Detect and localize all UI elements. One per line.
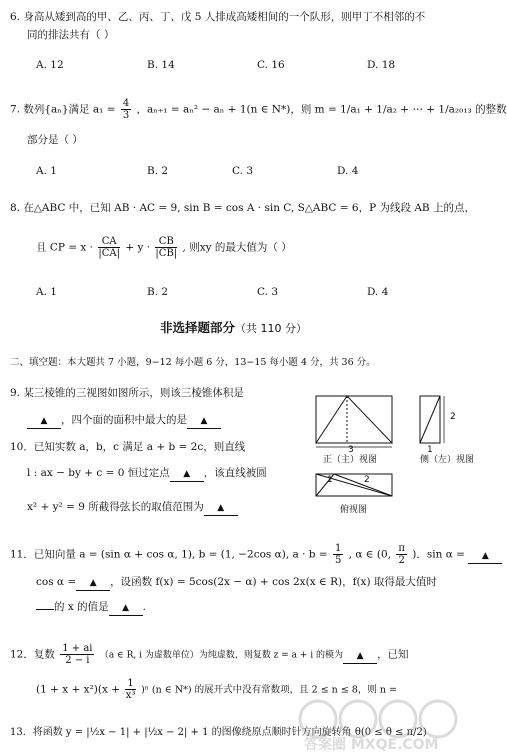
q12-line1-c: ，已知 xyxy=(377,648,409,661)
q8-plus: + y · xyxy=(125,241,151,254)
q13-line1: 13．将函数 y = |½x − 1| + |½x − 2| + 1 的图像绕原点顺时针方向旋转角 θ(0 ≤ θ ≤ π/2) xyxy=(10,727,427,738)
q8-frac-cb xyxy=(155,236,177,259)
q11-line2-b: ，设函数 f(x) = 5cos(2x − α) + cos 2x(x ∈ R)，f(x) 取得最大值时 xyxy=(110,576,437,588)
q12-line1-b: （a ∈ R, i 为虚数单位）为纯虚数，则复数 z = a + i 的模为 xyxy=(99,650,344,661)
q8-line2-prefix: 且 CP = x · xyxy=(36,241,94,254)
q11-frac-1-5 xyxy=(333,543,343,566)
front-view-label: 正（主）视图 xyxy=(323,455,378,465)
side-dim-1: 1 xyxy=(427,445,433,455)
q12-line2-a: (1 + x + x²)(x + xyxy=(36,683,121,696)
side-view-label: 侧（左）视图 xyxy=(420,455,475,465)
q10-line2 xyxy=(27,466,267,482)
q10-line3 xyxy=(27,500,238,516)
q11-frac-den: 5 xyxy=(334,555,342,566)
q10-line2-b: ，该直线被圆 xyxy=(203,467,267,479)
q8-option-d: D. 4 xyxy=(367,286,389,298)
q8-line2-suffix: , 则xy 的最大值为（ ） xyxy=(182,241,292,254)
section-score: （共 110 分） xyxy=(235,322,308,335)
q7-line2: 部分是（ ） xyxy=(27,134,83,146)
q8-option-b: B. 2 xyxy=(147,286,169,298)
q8-frac-ca-den: |CA| xyxy=(98,248,120,259)
q9-line2 xyxy=(27,413,221,429)
q7-option-d: D. 4 xyxy=(337,165,359,177)
q7-a1-fraction xyxy=(121,98,131,121)
q11-blank-2[interactable]: ▲ xyxy=(76,575,110,591)
q12-x3-fraction xyxy=(125,678,135,701)
q11-line3-b: . xyxy=(142,601,146,613)
top-dim-2: 2 xyxy=(364,475,370,485)
q7-suffix: 的整数 xyxy=(475,103,507,116)
q12-line1 xyxy=(10,643,409,666)
side-view-diagonal xyxy=(420,396,440,443)
q9-blank-1[interactable]: ▲ xyxy=(27,413,61,429)
q8-frac-ca xyxy=(98,236,120,259)
watermark-text: 答案圈 MXQE.COM xyxy=(304,737,439,753)
q11-frac-pi-2 xyxy=(396,543,407,566)
q7-line1 xyxy=(10,98,507,121)
q9-blank-2[interactable]: ▲ xyxy=(187,413,221,429)
q12-x3-den: x³ xyxy=(125,690,136,701)
q8-option-a: A. 1 xyxy=(36,286,57,298)
q9-line2-text: ，四个面的面积中最大的是 xyxy=(61,414,187,426)
q11-line1-b: , α ∈ (0, xyxy=(348,548,392,561)
front-view xyxy=(316,396,392,447)
q11-line3-a: 的 x 的值是 xyxy=(54,601,109,613)
side-dim-2: 2 xyxy=(450,412,456,422)
q12-frac-num: 1 + ai xyxy=(62,643,93,654)
section-title-text: 非选择题部分 xyxy=(160,320,236,335)
q8-line1: 8. 在△ABC 中，已知 AB · AC = 9, sin B = cos A · sin C, S△ABC = 6，P 为线段 AB 上的点， xyxy=(10,202,475,214)
q10-blank-2[interactable]: ▲ xyxy=(204,500,238,516)
q7-option-a: A. 1 xyxy=(36,165,57,177)
q12-line1-a: 12．复数 xyxy=(10,648,55,661)
q6-option-a: A. 12 xyxy=(36,59,64,71)
q11-underline-lead xyxy=(36,609,54,610)
q11-line1-a: 11．已知向量 a = (sin α + cos α, 1), b = (1, −2cos α), a · b = xyxy=(10,548,328,561)
q8-line2 xyxy=(36,236,292,259)
q11-pi-den: 2 xyxy=(398,555,405,566)
q11-line3 xyxy=(36,600,146,616)
q10-blank-1[interactable]: ▲ xyxy=(170,466,204,482)
q7-prefix: 7. 数列{aₙ}满足 a₁ = xyxy=(10,103,116,116)
q10-line3-text: x² + y² = 9 所截得弦长的取值范围为 xyxy=(27,501,204,513)
front-dim-3: 3 xyxy=(348,445,354,455)
q11-blank-3[interactable]: ▲ xyxy=(109,600,143,616)
q11-pi-num: π xyxy=(398,543,405,554)
q6-option-d: D. 18 xyxy=(367,59,396,71)
q8-frac-ca-num: CA xyxy=(98,236,120,248)
front-view-triangle xyxy=(316,396,392,443)
q8-frac-cb-den: |CB| xyxy=(155,248,178,259)
section-title xyxy=(160,318,307,336)
q11-line1 xyxy=(10,543,502,566)
q6-option-b: B. 14 xyxy=(147,59,175,71)
q8-option-c: C. 3 xyxy=(257,286,279,298)
q10-line1: 10．已知实数 a，b，c 满足 a + b = 2c，则直线 xyxy=(10,441,246,453)
q7-option-b: B. 2 xyxy=(147,165,169,177)
q6-line2: 同的排法共有（ ） xyxy=(27,29,115,41)
q11-blank-1[interactable]: ▲ xyxy=(468,548,502,564)
top-dim-1: 1 xyxy=(327,475,333,485)
q9-line1: 9. 某三棱锥的三视图如图所示，则该三棱锥体积是 xyxy=(10,387,244,399)
top-view-label: 俯视图 xyxy=(340,505,368,515)
q6-option-c: C. 16 xyxy=(257,59,285,71)
q12-line2-b: )ⁿ (n ∈ N*) 的展开式中没有常数项，且 2 ≤ n ≤ 8，则 n = xyxy=(141,684,397,696)
q7-sum-terms: 1/a₁ + 1/a₂ + ⋯ + 1/a₂₀₁₃ xyxy=(340,103,472,116)
q11-frac-num: 1 xyxy=(334,543,342,554)
q6-line1: 6. 身高从矮到高的甲、乙、丙、丁、戊 5 人排成高矮相间的一个队形，则甲丁不相邻的不 xyxy=(10,11,426,23)
q11-line1-c: )．sin α = xyxy=(412,548,465,561)
q7-option-c: C. 3 xyxy=(232,165,254,177)
part2-heading: 二、填空题：本大题共 7 小题，9−12 每小题 6 分，13−15 每小题 4 分，共 36 分。 xyxy=(10,357,376,368)
q7-a1-den: 3 xyxy=(122,110,130,121)
q7-recurrence: ，aₙ₊₁ = aₙ² − aₙ + 1(n ∈ N*)，则 m = xyxy=(136,103,337,116)
q7-a1-num: 4 xyxy=(122,98,130,109)
watermark-logo xyxy=(294,695,484,753)
q12-x3-num: 1 xyxy=(127,678,134,689)
q12-fraction xyxy=(60,643,94,666)
q11-line2 xyxy=(36,575,437,591)
side-view xyxy=(420,396,444,443)
q11-line2-a: cos α = xyxy=(36,576,77,588)
top-view-line-2 xyxy=(334,474,392,496)
q12-blank-1[interactable]: ▲ xyxy=(343,648,377,664)
q10-line2-a: l : ax − by + c = 0 恒过定点 xyxy=(27,467,170,479)
q12-frac-den: 2 − i xyxy=(65,655,90,666)
q8-frac-cb-num: CB xyxy=(155,236,177,248)
